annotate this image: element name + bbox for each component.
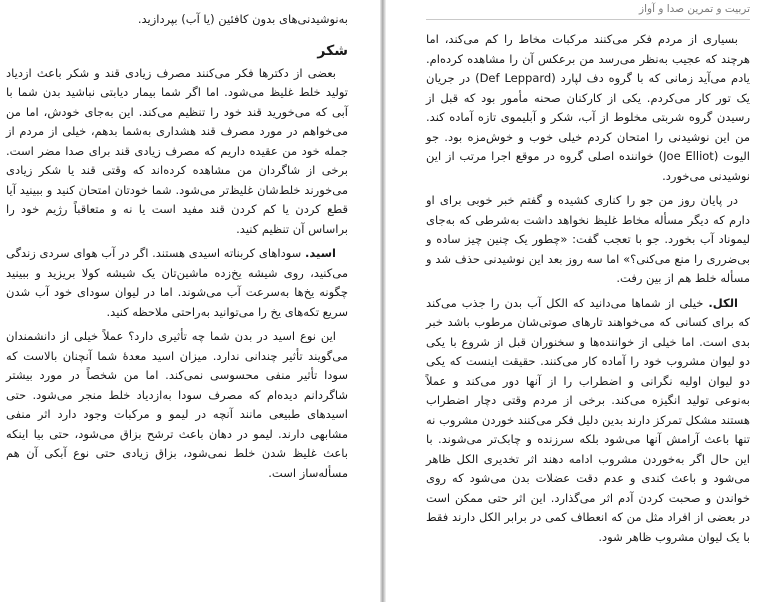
paragraph-citrus: بسیاری از مردم فکر می‌کنند مرکبات مخاط را کم می‌کند، اما هرچند که عجیب به‌نظر می‌رسد من برعکس آن را مشاهده کرده‌ام. یادم می‌آید زمانی که با گروه دف لپارد (Def Leppard) در جریان یک تور کار می‌کردم. یکی از کارکنان صحنه مأمور بود که قبل از رسیدن گروه شربتی مخلوط از آب، شکر و آبلیموی تازه آماده کند. من این نوشیدنی را امتحان کردم خیلی خوب و خوش‌مزه بود. جو الیوت (Joe Elliot) خواننده اصلی گروه در موقع اجرا مرتب از این نوشیدنی می‌خورد. — [426, 32, 751, 183]
paragraph-alcohol — [426, 294, 750, 548]
section-heading-sugar: شکر — [317, 42, 348, 59]
right-page — [386, 0, 768, 602]
paragraph-sugar: بعضی از دکترها فکر می‌کنند مصرف زیادی قند و شکر باعث ازدیاد تولید خلط غلیظ می‌شود. اما اگر شما بیمار دیابتی نباشید بدن شما با آبی که می‌خورید قند خود را تنظیم می‌کند. این به‌جای خودش، اما من می‌خواهم در مورد مصرف قند هشداری به‌شما بدهم، خیلی از مردم از جمله خود من عقیده داریم که مصرف زیادی قند برای صدا مضر است. برخی از شاگردان من مشاهده کرده‌اند که وقتی قند یا شکر زیادی می‌خورند خلط‌شان غلیظ‌تر می‌شود. شما خودتان امتحان کنید و ببینید آیا قطع کردن یا کم کردن قند مفید است یا نه و متعاقباً رژیم خود را براساس آن تنظیم کنید. — [6, 65, 348, 236]
paragraph-acid — [6, 244, 348, 322]
paragraph-joe-story: در پایان روز من جو را کناری کشیده و گفتم خبر خوبی برای او دارم که دیگر مسأله مخاط غلیظ نخواهد داشت به‌شرطی که به‌جای لیموناد آب بخورد. جو با تعجب گفت: «چطور یک چنین چیز ساده و بی‌ضرری را منع می‌کنی؟» اما سه روز بعد این نوشیدنی حذف شد و مسأله خلط هم از بین رفت. — [426, 193, 750, 285]
paragraph-acid-effects: این نوع اسید در بدن شما چه تأثیری دارد؟ عملاً خیلی از دانشمندان می‌گویند تأثیر چندانی ندارد. میزان اسید معدهٔ شما آنچنان بالاست که سودا تأثیر منفی محسوسی نمی‌کند. اما من شخصاً در مورد بیشتر شاگردانم دیده‌ام که مصرف سودا به‌ازدیاد خلط منجر می‌شود. حتی اسیدهای طبیعی مانند آنچه در لیمو و مرکبات وجود دارد اثر منفی مشابهی دارند. لیمو در دهان باعث ترشح بزاق می‌شود، حتی بیا اینکه باعث غلیظ شدن خلط نمی‌شود، بزاق زیادی حتی نوع آبکی آن هم مسأله‌ساز است. — [6, 329, 348, 480]
paragraph-alcohol-text: خیلی از شماها می‌دانید که الکل آب بدن را جذب می‌کند که برای کسانی که می‌خواهند تارهای صوتی‌شان مرطوب باشد خبر بدی است. اما خیلی از خواننده‌ها و سخنوران قبل از شروع با یکی دو لیوان مشروب خود را آماده کار می‌کنند. حقیقت اینست که یکی دو لیوان اولیه نگرانی و اضطراب را از آنها دور می‌کند و عملاً به‌نوعی تولید انگیزه می‌کند. برخی از مردم وقتی دچار اضطراب هستند مشکل تمرکز دارند بدین دلیل فکر می‌کنند خوردن مشروب نه تنها باعث آرامش آنها می‌شود بلکه سرزنده و چابک‌تر می‌شوند. با این حال اگر به‌خوردن مشروب ادامه دهند اثر تخدیری الکل ظاهر می‌شود و باعث کندی و عدم دقت عضلات بدن می‌شود که روی خواندن و صحبت کردن آدم اثر می‌گذارد. این اثر حتی ممکن است در بعضی از افراد مثل من که انعطاف کمی در برابر الکل دارند فقط با یک لیوان مشروب ظاهر شود. — [426, 295, 750, 544]
running-head: تربیت و تمرین صدا و آواز — [426, 0, 750, 20]
run-in-heading-acid: اسید. — [305, 246, 336, 260]
run-in-heading-alcohol: الکل. — [708, 295, 738, 310]
paragraph-acid-text: سوداهای کربناته اسیدی هستند. اگر در آب هوای سردی زندگی می‌کنید، روی شیشه یخ‌زده ماشین‌تان یک شیشه کولا بریزید و ببینید چگونه یخ‌ها به‌سرعت آب می‌شوند. اما در لیوان سودای خود آب شدن سریع تکه‌های یخ را می‌توانید به‌راحتی ملاحظه کنید. — [6, 246, 348, 319]
left-page-top-line: به‌نوشیدنی‌های بدون کافئین (یا آب) بپردازید. — [137, 12, 348, 26]
left-page — [0, 0, 382, 602]
